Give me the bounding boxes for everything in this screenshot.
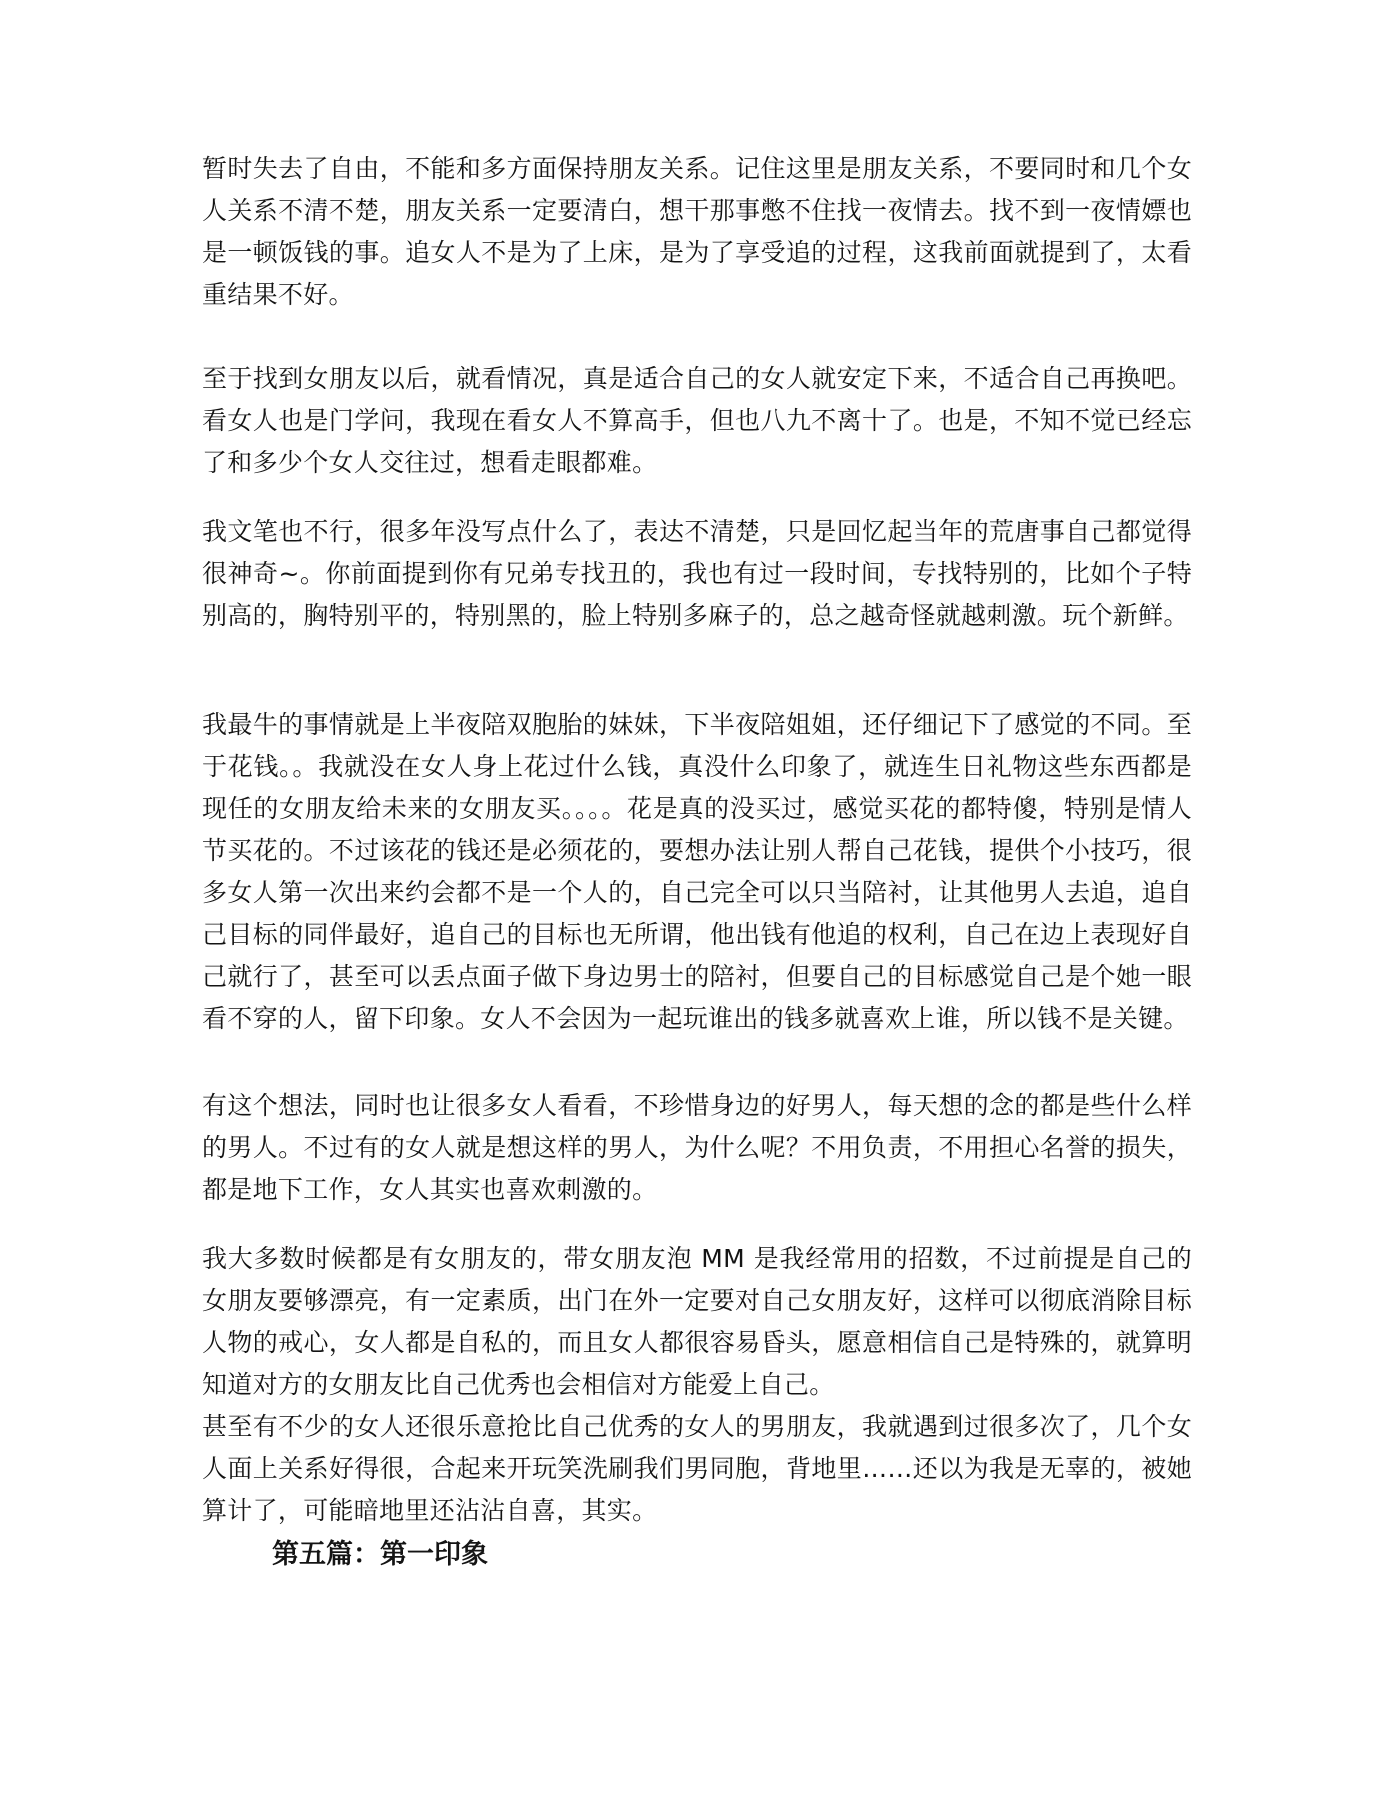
section-heading: 第五篇：第一印象 [272, 1539, 488, 1570]
paragraph-2 [202, 358, 1192, 484]
paragraph-6 [202, 1238, 1192, 1406]
paragraph-text: 我文笔也不行，很多年没写点什么了，表达不清楚，只是回忆起当年的荒唐事自己都觉得很神奇~。你前面提到你有兄弟专找丑的，我也有过一段时间，专找特别的，比如个子特别高的，胸特别平的，特别黑的，脸上特别多麻子的，总之越奇怪就越刺激。玩个新鲜。 [202, 517, 1192, 630]
paragraph-text: 甚至有不少的女人还很乐意抢比自己优秀的女人的男朋友，我就遇到过很多次了，几个女人面上关系好得很，合起来开玩笑洗刷我们男同胞，背地里……还以为我是无辜的，被她算计了，可能暗地里还沾沾自喜，其实。 [202, 1412, 1192, 1525]
paragraph-text: 我最牛的事情就是上半夜陪双胞胎的妹妹，下半夜陪姐姐，还仔细记下了感觉的不同。至于花钱。。我就没在女人身上花过什么钱，真没什么印象了，就连生日礼物这些东西都是现任的女朋友给未来的女朋友买。。。。花是真的没买过，感觉买花的都特傻，特别是情人节买花的。不过该花的钱还是必须花的，要想办法让别人帮自己花钱，提供个小技巧，很多女人第一次出来约会都不是一个人的，自己完全可以只当陪衬，让其他男人去追，追自己目标的同伴最好，追自己的目标也无所谓，他出钱有他追的权利，自己在边上表现好自己就行了，甚至可以丢点面子做下身边男士的陪衬，但要自己的目标感觉自己是个她一眼看不穿的人，留下印象。女人不会因为一起玩谁出的钱多就喜欢上谁，所以钱不是关键。 [202, 710, 1192, 1033]
paragraph-text: 我大多数时候都是有女朋友的，带女朋友泡 MM 是我经常用的招数，不过前提是自己的女朋友要够漂亮，有一定素质，出门在外一定要对自己女朋友好，这样可以彻底消除目标人物的戒心，女人都是自私的，而且女人都很容易昏头，愿意相信自己是特殊的，就算明知道对方的女朋友比自己优秀也会相信对方能爱上自己。 [202, 1244, 1192, 1399]
paragraph-4 [202, 704, 1192, 1040]
paragraph-7 [202, 1406, 1192, 1532]
paragraph-5 [202, 1085, 1192, 1211]
paragraph-3 [202, 511, 1192, 637]
paragraph-1 [202, 148, 1192, 316]
paragraph-text: 至于找到女朋友以后，就看情况，真是适合自己的女人就安定下来，不适合自己再换吧。看女人也是门学问，我现在看女人不算高手，但也八九不离十了。也是，不知不觉已经忘了和多少个女人交往过，想看走眼都难。 [202, 364, 1192, 477]
paragraph-text: 有这个想法，同时也让很多女人看看，不珍惜身边的好男人，每天想的念的都是些什么样的男人。不过有的女人就是想这样的男人，为什么呢？不用负责，不用担心名誉的损失，都是地下工作，女人其实也喜欢刺激的。 [202, 1091, 1192, 1204]
paragraph-text: 暂时失去了自由，不能和多方面保持朋友关系。记住这里是朋友关系，不要同时和几个女人关系不清不楚，朋友关系一定要清白，想干那事憋不住找一夜情去。找不到一夜情嫖也是一顿饭钱的事。追女人不是为了上床，是为了享受追的过程，这我前面就提到了，太看重结果不好。 [202, 154, 1192, 309]
